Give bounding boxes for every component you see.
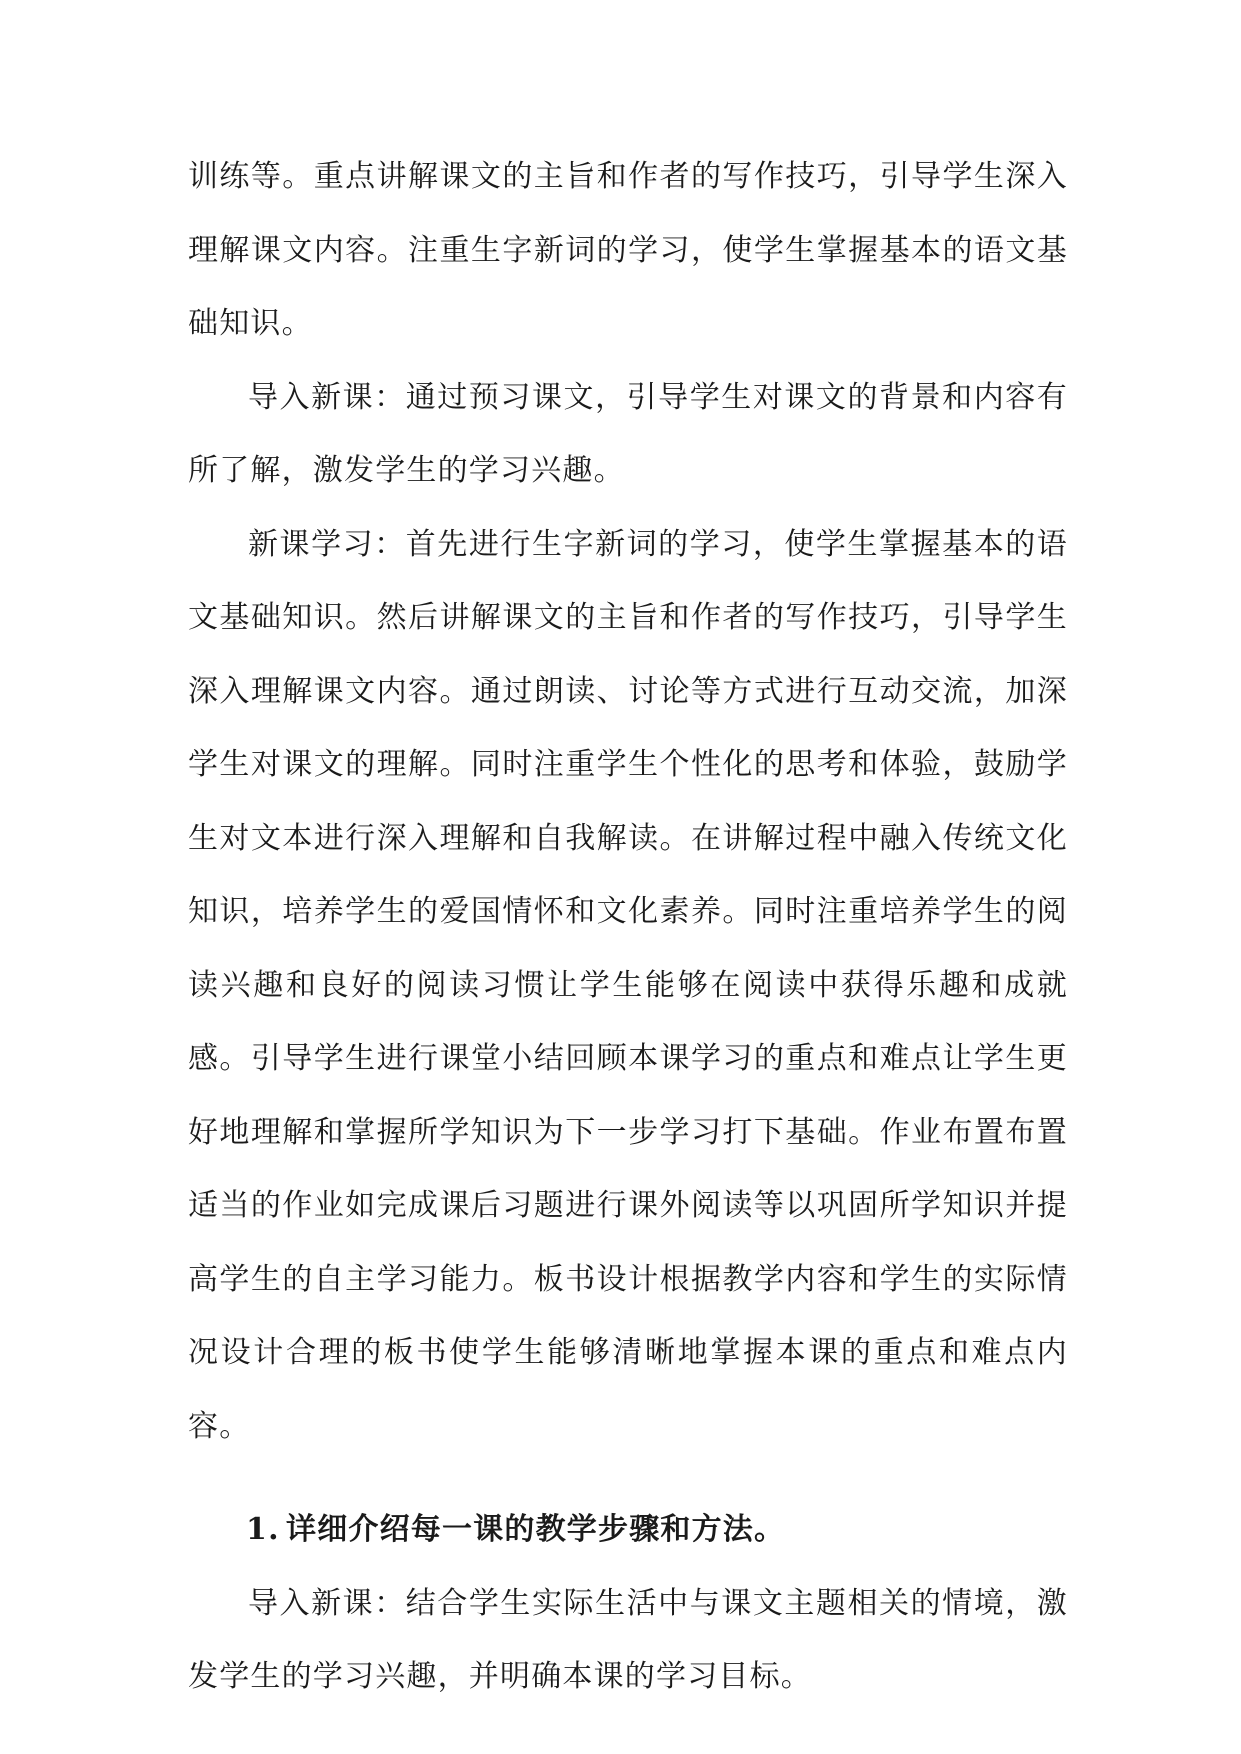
paragraph-intro-new-lesson: 导入新课：通过预习课文，引导学生对课文的背景和内容有所了解，激发学生的学习兴趣。: [188, 379, 1068, 488]
paragraph-intro-new-lesson-2: 导入新课：结合学生实际生活中与课文主题相关的情境，激发学生的学习兴趣，并明确本课的学习目标。: [188, 1585, 1068, 1694]
paragraph-new-lesson-study: 新课学习：首先进行生字新词的学习，使学生掌握基本的语文基础知识。然后讲解课文的主旨和作者的写作技巧，引导学生深入理解课文内容。通过朗读、讨论等方式进行互动交流，加深学生对课文的理解。同时注重学生个性化的思考和体验，鼓励学生对文本进行深入理解和自我解读。在讲解过程中融入传统文化知识，培养学生的爱国情怀和文化素养。同时注重培养学生的阅读兴趣和良好的阅读习惯让学生能够在阅读中获得乐趣和成就感。引导学生进行课堂小结回顾本课学习的重点和难点让学生更好地理解和掌握所学知识为下一步学习打下基础。作业布置布置适当的作业如完成课后习题进行课外阅读等以巩固所学知识并提高学生的自主学习能力。板书设计根据教学内容和学生的实际情况设计合理的板书使学生能够清晰地掌握本课的重点和难点内容。: [188, 526, 1068, 1444]
section-heading: [188, 1493, 1068, 1567]
paragraph-continuation: 训练等。重点讲解课文的主旨和作者的写作技巧，引导学生深入理解课文内容。注重生字新词的学习，使学生掌握基本的语文基础知识。: [188, 159, 1068, 341]
document-body: [188, 140, 1068, 1714]
heading-number: 1.: [246, 1512, 280, 1547]
heading-text: 详细介绍每一课的教学步骤和方法。: [286, 1512, 786, 1547]
